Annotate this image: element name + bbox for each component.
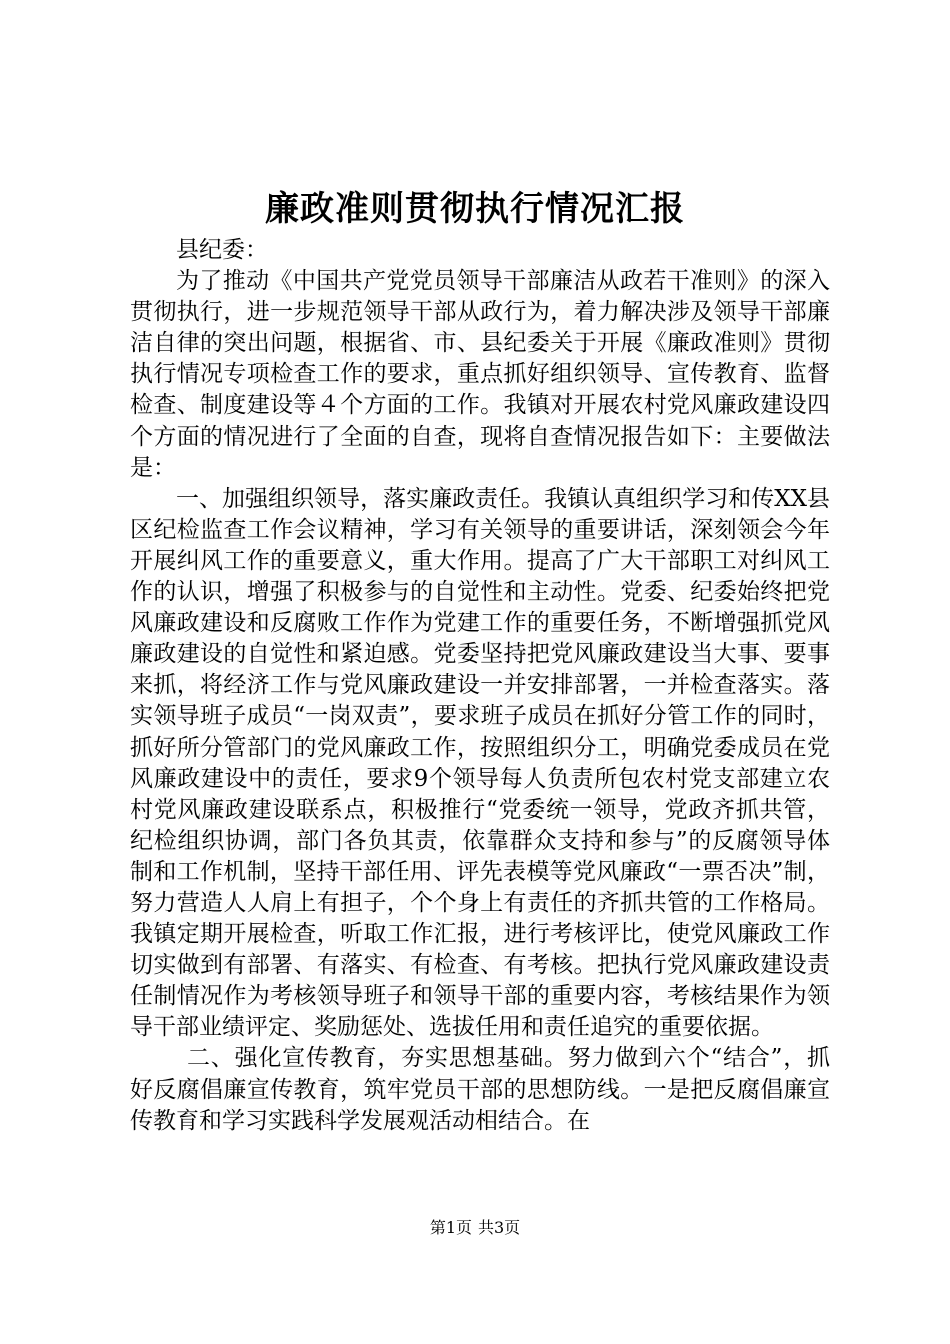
document-body	[130, 235, 830, 1137]
paragraph-section-two: 二、强化宣传教育，夯实思想基础。努力做到六个“结合”，抓好反腐倡廉宣传教育，筑牢党员干部的思想防线。一是把反腐倡廉宣传教育和学习实践科学发展观活动相结合。在	[130, 1045, 830, 1134]
page-number-total: 共3页	[478, 1218, 521, 1237]
paragraph-intro: 为了推动《中国共产党党员领导干部廉洁从政若干准则》的深入贯彻执行，进一步规范领导干部从政行为，着力解决涉及领导干部廉洁自律的突出问题，根据省、市、县纪委关于开展《廉政准则》贯彻执行情况专项检查工作的要求，重点抓好组织领导、宣传教育、监督检查、制度建设等４个方面的工作。我镇对开展农村党风廉政建设四个方面的情况进行了全面的自查，现将自查情况报告如下：主要做法是：	[130, 268, 830, 481]
document-title: 廉政准则贯彻执行情况汇报	[265, 189, 685, 229]
salutation: 县纪委：	[176, 237, 268, 263]
paragraph-section-one: 一、加强组织领导，落实廉政责任。我镇认真组织学习和传XX县区纪检监查工作会议精神，学习有关领导的重要讲话，深刻领会今年开展纠风工作的重要意义，重大作用。提高了广大干部职工对纠风工作的认识，增强了积极参与的自觉性和主动性。党委、纪委始终把党风廉政建设和反腐败工作作为党建工作的重要任务，不断增强抓党风廉政建设的自觉性和紧迫感。党委坚持把党风廉政建设当大事、要事来抓，将经济工作与党风廉政建设一并安排部署，一并检查落实。落实领导班子成员“一岗双责”，要求班子成员在抓好分管工作的同时，抓好所分管部门的党风廉政工作，按照组织分工，明确党委成员在党风廉政建设中的责任，要求9个领导每人负责所包农村党支部建立农村党风廉政建设联系点，积极推行“党委统一领导，党政齐抓共管，纪检组织协调，部门各负其责，依靠群众支持和参与”的反腐领导体制和工作机制，坚持干部任用、评先表模等党风廉政“一票否决”制，努力营造人人肩上有担子，个个身上有责任的齐抓共管的工作格局。我镇定期开展检查，听取工作汇报，进行考核评比，使党风廉政工作切实做到有部署、有落实、有检查、有考核。把执行党风廉政建设责任制情况作为考核领导班子和领导干部的重要内容，考核结果作为领导干部业绩评定、奖励惩处、选拔任用和责任追究的重要依据。	[130, 485, 830, 1041]
page-number-current: 第1页	[429, 1218, 472, 1237]
page-footer	[0, 1217, 950, 1239]
